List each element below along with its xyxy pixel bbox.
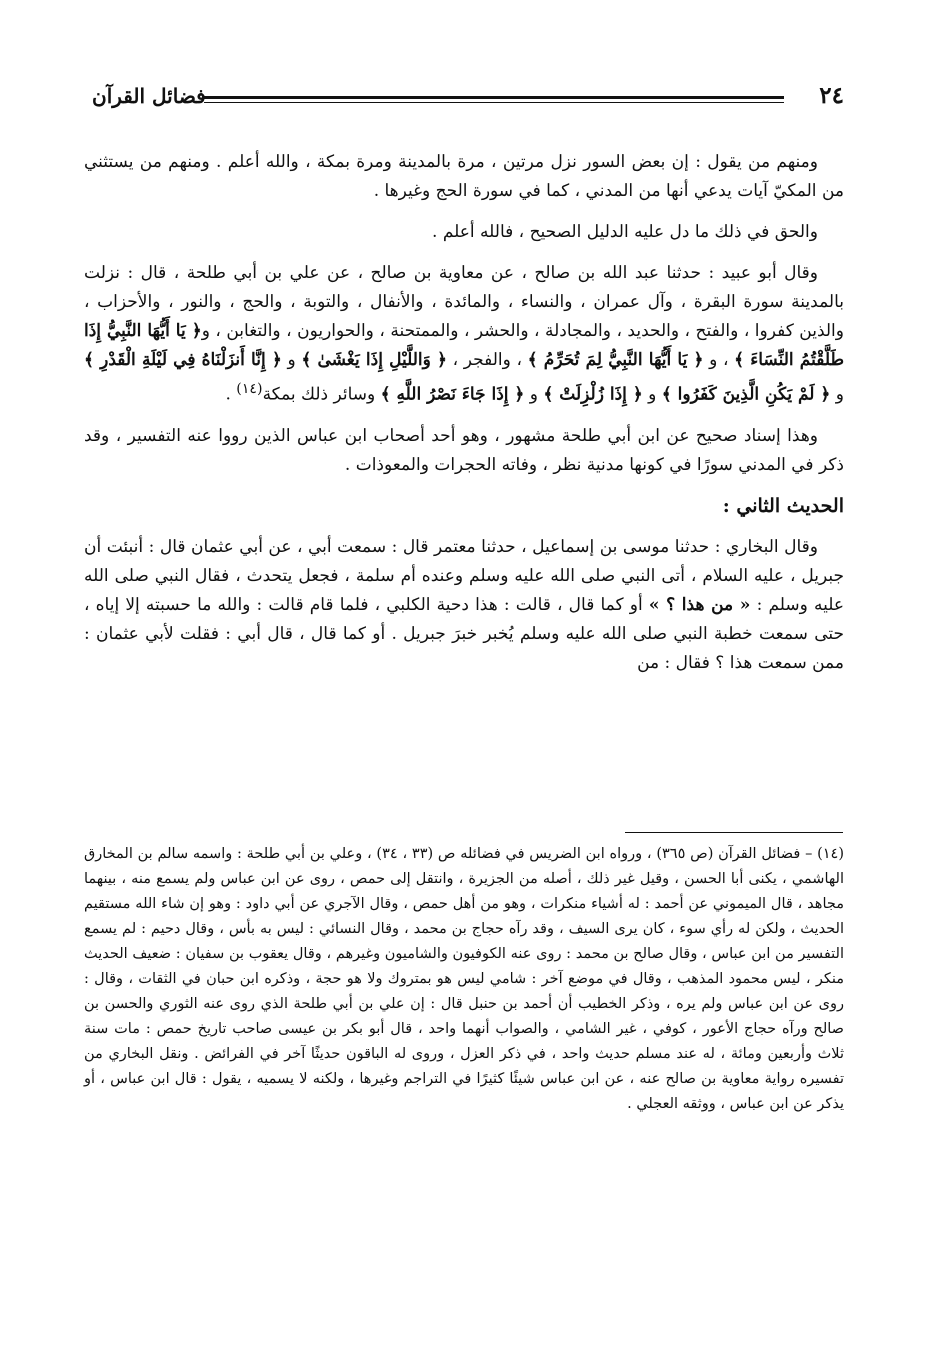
- footnote-area: [84, 842, 844, 1117]
- text-segment: أو كما قال ، قالت : هذا دحية الكلبي ، فلما قام قالت : والله ما حسبته إلا إياه ، حتى سمعت خطبة النبي صلى الله عليه وسلم يُخبر خبرَ جبريل . أو كما قال ، قال أبي : فقلت لأبي عثمان : ممن سمعت هذا ؟ فقال : من: [84, 594, 845, 673]
- hadith-quote: « من هذا ؟ »: [648, 594, 751, 615]
- section-heading: الحديث الثاني :: [722, 494, 844, 517]
- text-segment: ، والفجر ،: [447, 350, 528, 370]
- quran-verse: ﴿ إِذَا زُلْزِلَتْ ﴾: [543, 384, 643, 405]
- text-segment: .: [225, 384, 237, 405]
- text-segment: وقال أبو عبيد : حدثنا عبد الله بن صالح ، عن معاوية بن صالح ، عن علي بن أبي طلحة ، قال : نزلت بالمدينة سورة البقرة ، وآل عمران ، والنساء ، والمائدة ، والأنفال ، والتوبة ، والحج ، والنور ، والأحزاب ، والذين كفروا ، والفتح ، والحديد ، والمجادلة ، والحشر ، والممتحنة ، والحواريون ، والتغابن ، و: [84, 263, 844, 341]
- text-segment: و: [524, 384, 544, 405]
- paragraph-2: والحق في ذلك ما دل عليه الدليل الصحيح ، فالله أعلم .: [432, 222, 818, 242]
- text-segment: ، و: [703, 350, 735, 370]
- footnote-separator: [625, 832, 843, 833]
- text-segment: و: [281, 350, 302, 370]
- paragraph-3: [84, 259, 844, 410]
- running-title: فضائل القرآن: [92, 84, 206, 108]
- quran-verse: ﴿ إِذَا جَاءَ نَصْرُ اللَّهِ ﴾: [380, 384, 525, 405]
- header-rule: [204, 96, 784, 103]
- page-number: ٢٤: [819, 82, 844, 109]
- quran-verse: ﴿ لَمْ يَكُنِ الَّذِينَ كَفَرُوا ﴾: [661, 384, 831, 405]
- paragraph-4: وهذا إسناد صحيح عن ابن أبي طلحة مشهور ، وهو أحد أصحاب ابن عباس الذين رووا عنه التفسير ، وقد ذكر في المدني سورًا في كونها مدنية نظر ، وفاته الحجرات والمعوذات .: [84, 425, 844, 475]
- text-segment: وقال البخاري : حدثنا موسى بن إسماعيل ، حدثنا معتمر قال : سمعت أبي ، عن أبي عثمان قال : أنبئت أن جبريل ، عليه السلام ، أتى النبي صلى الله عليه وسلم وعنده أم سلمة ، فجعل يتحدث ، فقال النبي صلى الله عليه وسلم :: [84, 536, 845, 615]
- quran-verse: ﴿ يَا أَيُّهَا النَّبِيُّ إِذَا طَلَّقْتُمُ النِّسَاءَ ﴾: [84, 321, 845, 370]
- text-segment: و: [642, 384, 662, 405]
- main-text: [84, 148, 844, 690]
- quran-verse: ﴿ إِنَّا أَنزَلْنَاهُ فِي لَيْلَةِ الْقَدْرِ ﴾: [84, 350, 282, 370]
- page-header: [92, 82, 844, 116]
- text-segment: وسائر ذلك بمكة: [262, 384, 381, 405]
- paragraph-1: ومنهم من يقول : إن بعض السور نزل مرتين ، مرة بالمدينة ومرة بمكة ، والله أعلم . ومنهم من يستثني من المكيّ آيات يدعي أنها من المدني ، كما في سورة الحج وغيرها .: [84, 152, 844, 201]
- quran-verse: ﴿ وَاللَّيْلِ إِذَا يَغْشَىٰ ﴾: [301, 350, 447, 370]
- paragraph-5: [84, 533, 844, 678]
- text-segment: و: [830, 384, 844, 405]
- footnote-reference[interactable]: (١٤): [236, 381, 263, 397]
- quran-verse: ﴿ يَا أَيُّهَا النَّبِيُّ لِمَ تُحَرِّمُ ﴾: [527, 350, 704, 370]
- footnote-14: (١٤) – فضائل القرآن (ص ٣٦٥) ، ورواه ابن الضريس في فضائله ص (٣٣ ، ٣٤) ، وعلي بن أبي طلحة : واسمه سالم بن المخارق الهاشمي ، يكنى أبا الحسن ، وقيل غير ذلك ، أصله من الجزيرة ، وانتقل إلى حمص ، روى عن ابن عباس ولم يسمع منه ، بينهما مجاهد ، قال الميموني عن أحمد : له أشياء منكرات ، وهو من أهل حمص ، وقال الآجري عن أبي داود : وهو إن شاء الله مستقيم الحديث ، ولكن له رأي سوء ، كان يرى السيف ، وقد رآه حجاج بن محمد ، وقال النسائي : ليس به بأس ، وقال دحيم : لم يسمع التفسير من ابن عباس ، وقال صالح بن محمد : روى عنه الكوفيون والشاميون وغيرهم ، وقال يعقوب بن سفيان : ضعيف الحديث منكر ، ليس محمود المذهب ، وقال في موضع آخر : شامي ليس هو بمتروك ولا هو حجة ، وذكره ابن حبان في الثقات ، وقال : روى عن ابن عباس ولم يره ، وذكر الخطيب أن أحمد بن حنبل قال : إن علي بن أبي طلحة الذي روى عنه الثوري والحسن بن صالح ورآه حجاج الأعور ، كوفي ، غير الشامي ، والصواب أنهما واحد ، قال أبو بكر بن عيسى صاحب تاريخ حمص : مات سنة ثلاث وأربعين ومائة ، له عند مسلم حديث واحد ، في ذكر العزل ، وروى له الباقون حديثًا آخر في الفرائض . ونقل البخاري من تفسيره رواية معاوية بن صالح عنه ، عن ابن عباس شيئًا كثيرًا في التراجم وغيرها ، ولكنه لا يسميه ، يقول : قال ابن عباس ، أو يذكر عن ابن عباس ، ووثقه العجلي .: [84, 846, 844, 1112]
